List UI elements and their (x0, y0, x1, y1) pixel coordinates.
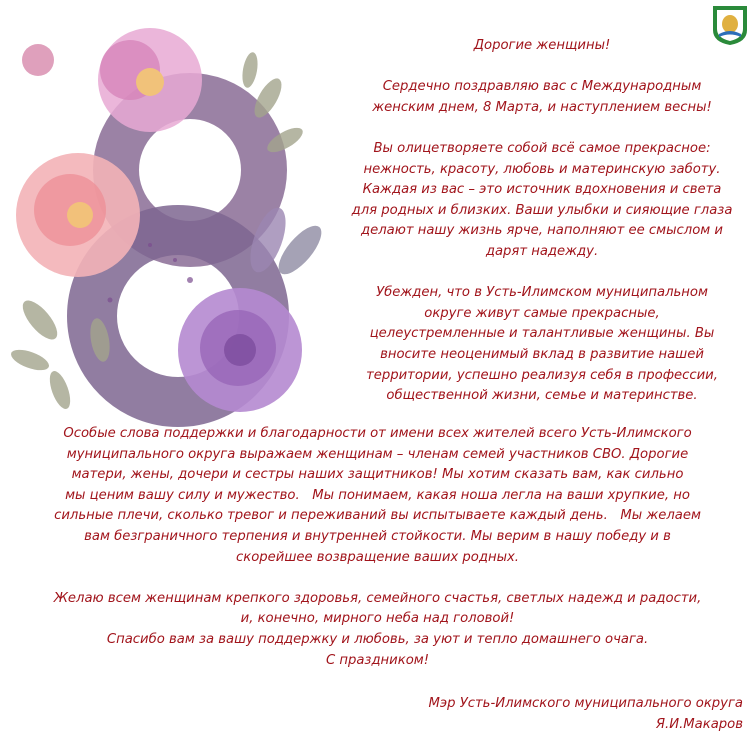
text-line: женским днем, 8 Марта, и наступлением весны! (372, 99, 712, 115)
text-line: Спасибо вам за вашу поддержку и любовь, за уют и тепло домашнего очага. (106, 631, 649, 647)
text-line: нежность, красоту, любовь и материнскую заботу. (363, 161, 721, 177)
text-line: матери, жены, дочери и сестры наших защитников! Мы хотим сказать вам, как сильно (71, 467, 684, 483)
text-line: С праздником! (325, 652, 430, 668)
paragraph-support (0, 424, 755, 568)
greeting: Дорогие женщины! (473, 38, 611, 53)
text-line: общественной жизни, семье и материнстве. (386, 388, 698, 404)
bottom-text-block (0, 424, 755, 671)
text-line: Особые слова поддержки и благодарности от имени всех жителей всего Усть-Илимского (63, 426, 692, 441)
text-line: делают нашу жизнь ярче, наполняют ее смыслом и (361, 223, 723, 239)
text-line: мы ценим вашу силу и мужество. Мы понимаем, какая ноша легла на ваши хрупкие, но (65, 487, 690, 503)
text-line: и, конечно, мирного неба над головой! (240, 611, 515, 627)
text-line: вносите неоценимый вклад в развитие нашей (380, 346, 704, 362)
text-line: сильные плечи, сколько тревог и переживаний вы испытываете каждый день. Мы желаем (54, 508, 701, 524)
text-line: Убежден, что в Усть-Илимском муниципальном (376, 285, 708, 301)
top-text-block (332, 36, 752, 407)
text-line: Сердечно поздравляю вас с Международным (382, 79, 702, 95)
signature-title: Мэр Усть-Илимского муниципального округа (428, 696, 743, 711)
text-line: Каждая из вас – это источник вдохновения и света (362, 182, 722, 198)
signature-name: Я.И.Макаров (655, 716, 743, 732)
text-line: дарят надежду. (485, 243, 599, 259)
text-line: целеустремленные и талантливые женщины. Вы (369, 326, 715, 342)
paragraph-conviction (332, 283, 752, 407)
floral-eight-artwork (0, 20, 370, 430)
text-line: округе живут самые прекрасные, (424, 305, 660, 321)
text-line: вам безграничного терпения и внутренней стойкости. Мы верим в нашу победу и в (84, 528, 671, 544)
paragraph-qualities (332, 139, 752, 263)
paragraph-congratulation (332, 77, 752, 118)
paragraph-wishes (0, 589, 755, 671)
text-line: Желаю всем женщинам крепкого здоровья, семейного счастья, светлых надежд и радости, (53, 590, 702, 606)
text-line: территории, успешно реализуя себя в профессии, (366, 367, 718, 383)
signature-block (429, 694, 743, 735)
text-line: скорейшее возвращение ваших родных. (235, 549, 519, 565)
text-line: для родных и близких. Ваши улыбки и сияющие глаза (351, 202, 733, 218)
text-line: Вы олицетворяете собой всё самое прекрасное: (373, 140, 711, 156)
text-line: муниципального округа выражаем женщинам – членам семей участников СВО. Дорогие (66, 446, 689, 462)
